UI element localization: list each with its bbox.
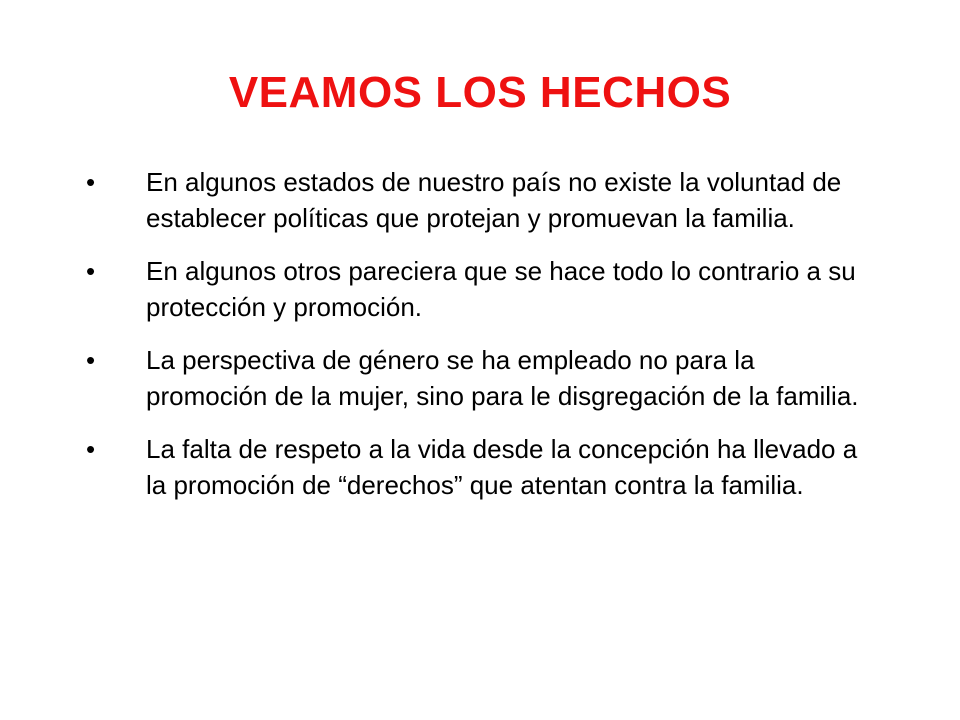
- bullet-text: La falta de respeto a la vida desde la concepción ha llevado a la promoción de “derechos” que atentan contra la familia.: [146, 434, 858, 500]
- bullet-item: [80, 164, 880, 236]
- bullet-list: [80, 164, 880, 520]
- bullet-text: En algunos otros pareciera que se hace todo lo contrario a su protección y promoción.: [146, 256, 856, 322]
- bullet-item: [80, 342, 880, 414]
- bullet-marker: •: [86, 345, 96, 375]
- bullet-text: La perspectiva de género se ha empleado no para la promoción de la mujer, sino para le disgregación de la familia.: [146, 345, 859, 411]
- bullet-marker: •: [86, 256, 96, 286]
- slide-title: VEAMOS LOS HECHOS: [228, 68, 732, 117]
- bullet-item: [80, 253, 880, 325]
- bullet-marker: •: [86, 434, 96, 464]
- bullet-item: [80, 431, 880, 503]
- bullet-text: En algunos estados de nuestro país no existe la voluntad de establecer políticas que protejan y promuevan la familia.: [146, 167, 842, 233]
- bullet-marker: •: [86, 167, 96, 197]
